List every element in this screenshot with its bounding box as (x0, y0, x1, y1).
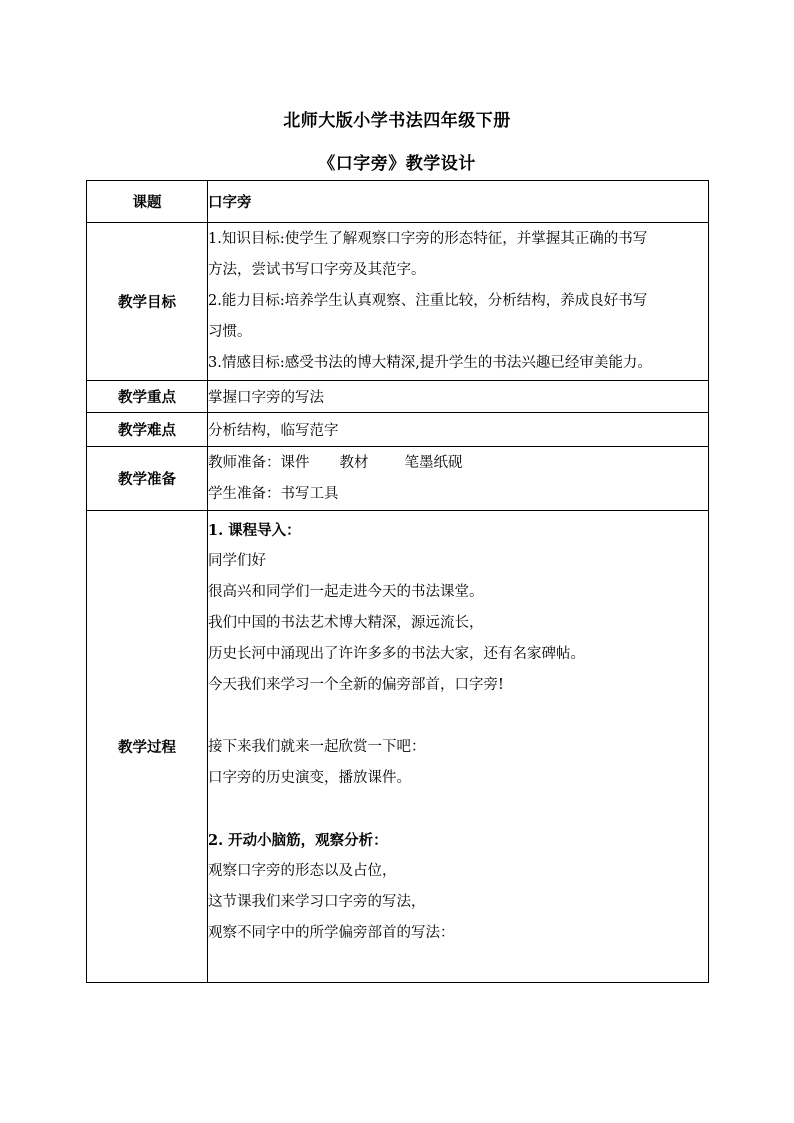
goal-line: 习惯。 (208, 324, 252, 340)
value-difficulty: 分析结构，临写范字 (208, 413, 709, 447)
process-line: 接下来我们就来一起欣赏一下吧： (208, 739, 426, 755)
label-key: 教学重点 (87, 381, 208, 413)
process-line: 观察不同字中的所学偏旁部首的写法： (208, 925, 455, 941)
row-topic (87, 181, 709, 223)
row-difficulty (87, 413, 709, 447)
process-line: 历史长河中涌现出了许许多多的书法大家，还有名家碑帖。 (208, 646, 585, 662)
label-goals: 教学目标 (87, 223, 208, 381)
value-process (208, 511, 709, 983)
label-process: 教学过程 (87, 511, 208, 983)
prep-teacher-item: 笔墨纸砚 (404, 454, 463, 471)
prep-student-line: 学生准备：书写工具 (208, 485, 339, 502)
row-key (87, 381, 709, 413)
process-line: 观察口字旁的形态以及占位， (208, 863, 397, 879)
goal-line: 1.知识目标:使学生了解观察口字旁的形态特征，并掌握其正确的书写 (208, 231, 648, 247)
goal-line: 2.能力目标:培养学生认真观察、注重比较，分析结构，养成良好书写 (208, 293, 648, 309)
lesson-plan-table (86, 180, 709, 983)
label-difficulty: 教学难点 (87, 413, 208, 447)
prep-teacher-item: 教材 (339, 454, 369, 471)
row-process (87, 511, 709, 983)
label-topic: 课题 (87, 181, 208, 223)
goal-line: 3.情感目标:感受书法的博大精深,提升学生的书法兴趣已经审美能力。 (208, 355, 652, 371)
value-goals (208, 223, 709, 381)
row-goals (87, 223, 709, 381)
document-title: 北师大版小学书法四年级下册 (283, 111, 511, 131)
goal-line: 方法，尝试书写口字旁及其范字。 (208, 262, 426, 278)
process-line: 很高兴和同学们一起走进今天的书法课堂。 (208, 584, 484, 600)
process-section-heading: 1. 课程导入： (208, 522, 301, 539)
value-key: 掌握口字旁的写法 (208, 381, 709, 413)
label-prep: 教学准备 (87, 447, 208, 511)
process-section-heading: 2. 开动小脑筋，观察分析： (208, 832, 388, 849)
row-prep (87, 447, 709, 511)
process-line: 这节课我们来学习口字旁的写法， (208, 894, 426, 910)
process-line: 我们中国的书法艺术博大精深，源远流长， (208, 615, 484, 631)
value-topic: 口字旁 (208, 181, 709, 223)
value-prep (208, 447, 709, 511)
prep-teacher-line (208, 448, 708, 479)
document-subtitle: 《口字旁》教学设计 (318, 154, 476, 174)
process-line: 同学们好 (208, 553, 266, 569)
process-line: 今天我们来学习一个全新的偏旁部首，口字旁! (208, 677, 504, 693)
prep-teacher-text: 教师准备：课件 (208, 454, 310, 471)
process-line: 口字旁的历史演变，播放课件。 (208, 770, 411, 786)
